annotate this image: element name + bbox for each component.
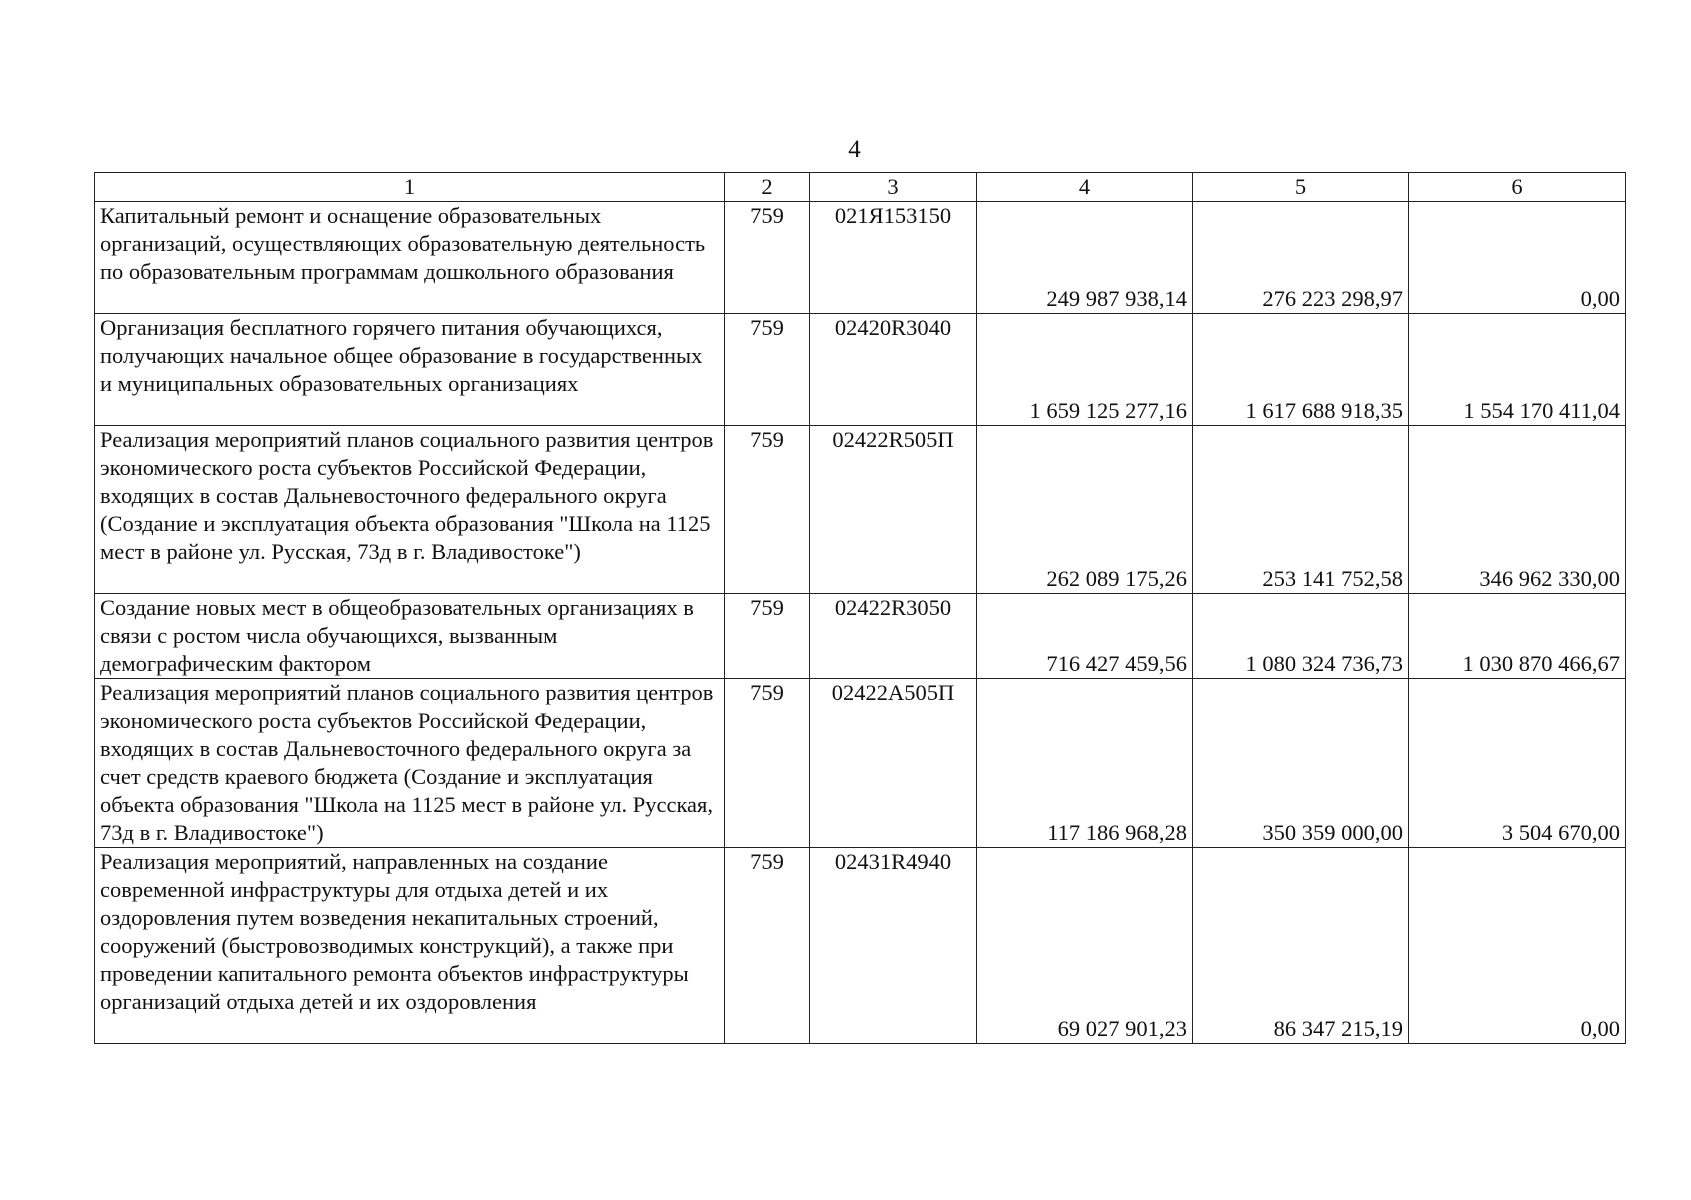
row-amount-col4: 262 089 175,26 [977,426,1193,594]
row-target-code: 02431R4940 [810,848,977,1044]
row-name: Реализация мероприятий, направленных на создание современной инфраструктуры для отдыха детей и их оздоровления путем возведения некапитальных строений, сооружений (быстровозводимых конструкций), а также при проведении капитального ремонта объектов инфраструктуры организаций отдыха детей и их оздоровления [95,848,725,1044]
row-name: Реализация мероприятий планов социального развития центров экономического роста субъектов Российской Федерации, входящих в состав Дальневосточного федерального округа за счет средств краевого бюджета (Создание и эксплуатация объекта образования "Школа на 1125 мест в районе ул. Русская, 73д в г. Владивостоке") [95,679,725,848]
row-amount-col5: 86 347 215,19 [1193,848,1409,1044]
header-cell-6: 6 [1409,173,1626,202]
row-amount-col4: 716 427 459,56 [977,594,1193,679]
row-amount-col5: 253 141 752,58 [1193,426,1409,594]
row-amount-col6: 346 962 330,00 [1409,426,1626,594]
row-target-code: 02420R3040 [810,314,977,426]
row-amount-col6: 1 030 870 466,67 [1409,594,1626,679]
table-row [95,202,1626,314]
row-name: Организация бесплатного горячего питания обучающихся, получающих начальное общее образование в государственных и муниципальных образовательных организациях [95,314,725,426]
row-target-code: 021Я153150 [810,202,977,314]
row-gr-code: 759 [725,594,810,679]
header-cell-5: 5 [1193,173,1409,202]
row-name: Капитальный ремонт и оснащение образовательных организаций, осуществляющих образовательную деятельность по образовательным программам дошкольного образования [95,202,725,314]
row-amount-col5: 350 359 000,00 [1193,679,1409,848]
table-row [95,314,1626,426]
row-name: Создание новых мест в общеобразовательных организациях в связи с ростом числа обучающихся, вызванным демографическим фактором [95,594,725,679]
header-cell-1: 1 [95,173,725,202]
row-amount-col4: 1 659 125 277,16 [977,314,1193,426]
table-header-row [95,173,1626,202]
row-amount-col5: 276 223 298,97 [1193,202,1409,314]
row-gr-code: 759 [725,314,810,426]
row-amount-col4: 249 987 938,14 [977,202,1193,314]
row-gr-code: 759 [725,848,810,1044]
row-gr-code: 759 [725,679,810,848]
row-amount-col4: 69 027 901,23 [977,848,1193,1044]
row-amount-col5: 1 080 324 736,73 [1193,594,1409,679]
header-cell-4: 4 [977,173,1193,202]
row-amount-col6: 3 504 670,00 [1409,679,1626,848]
row-target-code: 02422R3050 [810,594,977,679]
table-row [95,679,1626,848]
table-row [95,848,1626,1044]
row-target-code: 02422R505П [810,426,977,594]
header-cell-3: 3 [810,173,977,202]
row-amount-col6: 1 554 170 411,04 [1409,314,1626,426]
row-amount-col6: 0,00 [1409,848,1626,1044]
header-cell-2: 2 [725,173,810,202]
row-name: Реализация мероприятий планов социального развития центров экономического роста субъектов Российской Федерации, входящих в состав Дальневосточного федерального округа (Создание и эксплуатация объекта образования "Школа на 1125 мест в районе ул. Русская, 73д в г. Владивостоке") [95,426,725,594]
row-amount-col4: 117 186 968,28 [977,679,1193,848]
budget-table [94,172,1626,1044]
table-row [95,426,1626,594]
table-row [95,594,1626,679]
row-gr-code: 759 [725,202,810,314]
row-gr-code: 759 [725,426,810,594]
row-amount-col5: 1 617 688 918,35 [1193,314,1409,426]
row-amount-col6: 0,00 [1409,202,1626,314]
page-number: 4 [848,136,861,163]
row-target-code: 02422А505П [810,679,977,848]
